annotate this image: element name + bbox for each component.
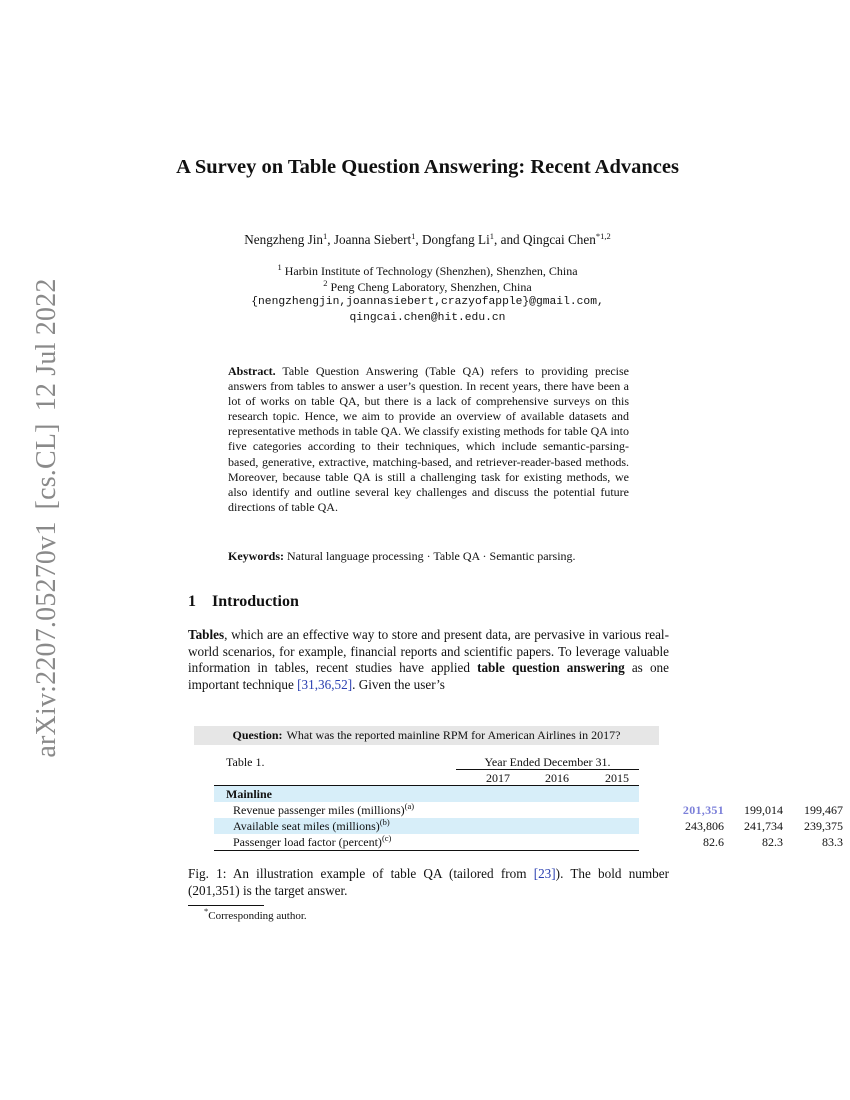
table-cell: 199,014 [744, 803, 783, 817]
author-affiliation-mark: *1,2 [595, 231, 611, 241]
section-number: 1 [188, 593, 196, 610]
table-row [214, 801, 843, 818]
table-bottom-rule [214, 850, 639, 851]
arxiv-category: [cs.CL] [31, 423, 62, 510]
arxiv-stamp [31, 266, 63, 757]
year-2016: 2016 [545, 771, 569, 785]
table-cell: 243,806 [685, 819, 724, 833]
affiliation-2 [150, 280, 705, 295]
arxiv-id: arXiv:2207.05270v1 [31, 521, 62, 758]
author-name: Nengzheng Jin [244, 232, 324, 247]
target-answer-cell: 201,351 [682, 803, 724, 817]
intro-text-1: , which are an effective way to store and present data, are pervasive in various real-world scenarios, for example, financial reports and scientific papers. To leverage valuable information in tables, recent studies have applied [188, 627, 669, 675]
figure-caption [188, 865, 669, 899]
author-name: Joanna Siebert [333, 232, 412, 247]
intro-text-2: as one important technique [188, 660, 669, 692]
table-row [214, 833, 843, 850]
author-affiliation-mark: 1 [411, 231, 416, 241]
row-label [233, 802, 414, 818]
year-2017: 2017 [486, 771, 510, 785]
paper-title: A Survey on Table Question Answering: Recent Advances [176, 156, 679, 178]
group-label: Mainline [226, 787, 273, 801]
email-line-1[interactable]: {nengzhengjin,joannasiebert,crazyofapple}@gmail.com, [251, 296, 604, 308]
affiliation-text: Harbin Institute of Technology (Shenzhen), Shenzhen, China [284, 264, 578, 278]
year-2015: 2015 [605, 771, 629, 785]
row-label-text: Passenger load factor (percent) [233, 835, 382, 849]
footnote-rule [188, 905, 264, 906]
citation-link[interactable]: [23] [533, 866, 556, 881]
footnote-mark: * [204, 906, 209, 916]
figure-caption-prefix: Fig. 1: An illustration example of table QA (tailored from [188, 866, 534, 881]
table-row [214, 817, 843, 834]
question-label: Question: [232, 728, 283, 742]
footnote-text: Corresponding author. [208, 910, 307, 922]
table-year-header: Year Ended December 31. [484, 755, 611, 769]
affiliation-text: Peng Cheng Laboratory, Shenzhen, China [330, 280, 532, 294]
table-cell: 82.3 [762, 835, 783, 849]
abstract [228, 364, 629, 515]
keywords-label: Keywords: [228, 549, 284, 563]
table-cell: 83.3 [822, 835, 843, 849]
table-caption: Table 1. [226, 755, 265, 769]
keywords [228, 549, 629, 564]
abstract-label: Abstract. [228, 364, 276, 378]
table-cell: 199,467 [804, 803, 843, 817]
intro-paragraph [188, 627, 669, 693]
author-affiliation-mark: 1 [323, 231, 328, 241]
citation-link[interactable]: [31,36,52] [297, 676, 353, 692]
question-bar [194, 726, 659, 745]
affiliation-1 [150, 264, 705, 279]
author-list: Nengzheng Jin$^1$, Joanna Siebert$^1$, Dongfang Li$^1$, and Qingcai Chen$^{*1,2}$ [244, 231, 611, 247]
section-heading [188, 593, 299, 611]
keywords-text: Natural language processing · Table QA · Semantic parsing. [287, 549, 576, 563]
row-note: (c) [381, 833, 392, 843]
intro-bold-term: table question answering [477, 660, 625, 675]
row-label-text: Revenue passenger miles (millions) [233, 803, 405, 817]
author-name: Qingcai Chen [522, 232, 596, 247]
row-note: (a) [404, 801, 415, 811]
table-cell: 82.6 [703, 835, 724, 849]
affiliation-mark: 2 [323, 278, 328, 288]
intro-lead: Tables [188, 627, 225, 642]
question-text: What was the reported mainline RPM for American Airlines in 2017? [286, 728, 621, 742]
header-rule [456, 769, 639, 770]
row-label-text: Available seat miles (millions) [233, 819, 380, 833]
row-label [233, 834, 391, 850]
table-group-row [214, 786, 639, 802]
arxiv-date: 12 Jul 2022 [31, 278, 62, 412]
figure-caption-suffix: ). The bold number (201,351) is the target answer. [188, 866, 669, 898]
section-title: Introduction [212, 593, 299, 610]
footnote [204, 906, 307, 922]
intro-text-3: . Given the user’s [352, 676, 445, 692]
row-note: (b) [379, 817, 390, 827]
table-cell: 241,734 [744, 819, 783, 833]
email-line-2[interactable]: qingcai.chen@hit.edu.cn [349, 312, 506, 324]
abstract-text: Table Question Answering (Table QA) refers to providing precise answers from tables to answer a user’s question. In recent years, there have been a lot of works on table QA, but there is a lack of comprehensive surveys on this research topic. Hence, we aim to provide an overview of available datasets and representative methods in table QA. We classify existing methods for table QA into five categories according to their techniques, which include semantic-parsing-based, generative, extractive, matching-based, and retriever-reader-based methods. Moreover, because table QA is still a challenging task for existing methods, we also identify and outline several key challenges and discuss the potential future directions of table QA. [228, 364, 629, 514]
affiliation-mark: 1 [277, 262, 282, 272]
row-label [233, 818, 390, 834]
author-name: Dongfang Li [422, 232, 490, 247]
author-affiliation-mark: 1 [489, 231, 495, 241]
table-cell: 239,375 [804, 819, 843, 833]
